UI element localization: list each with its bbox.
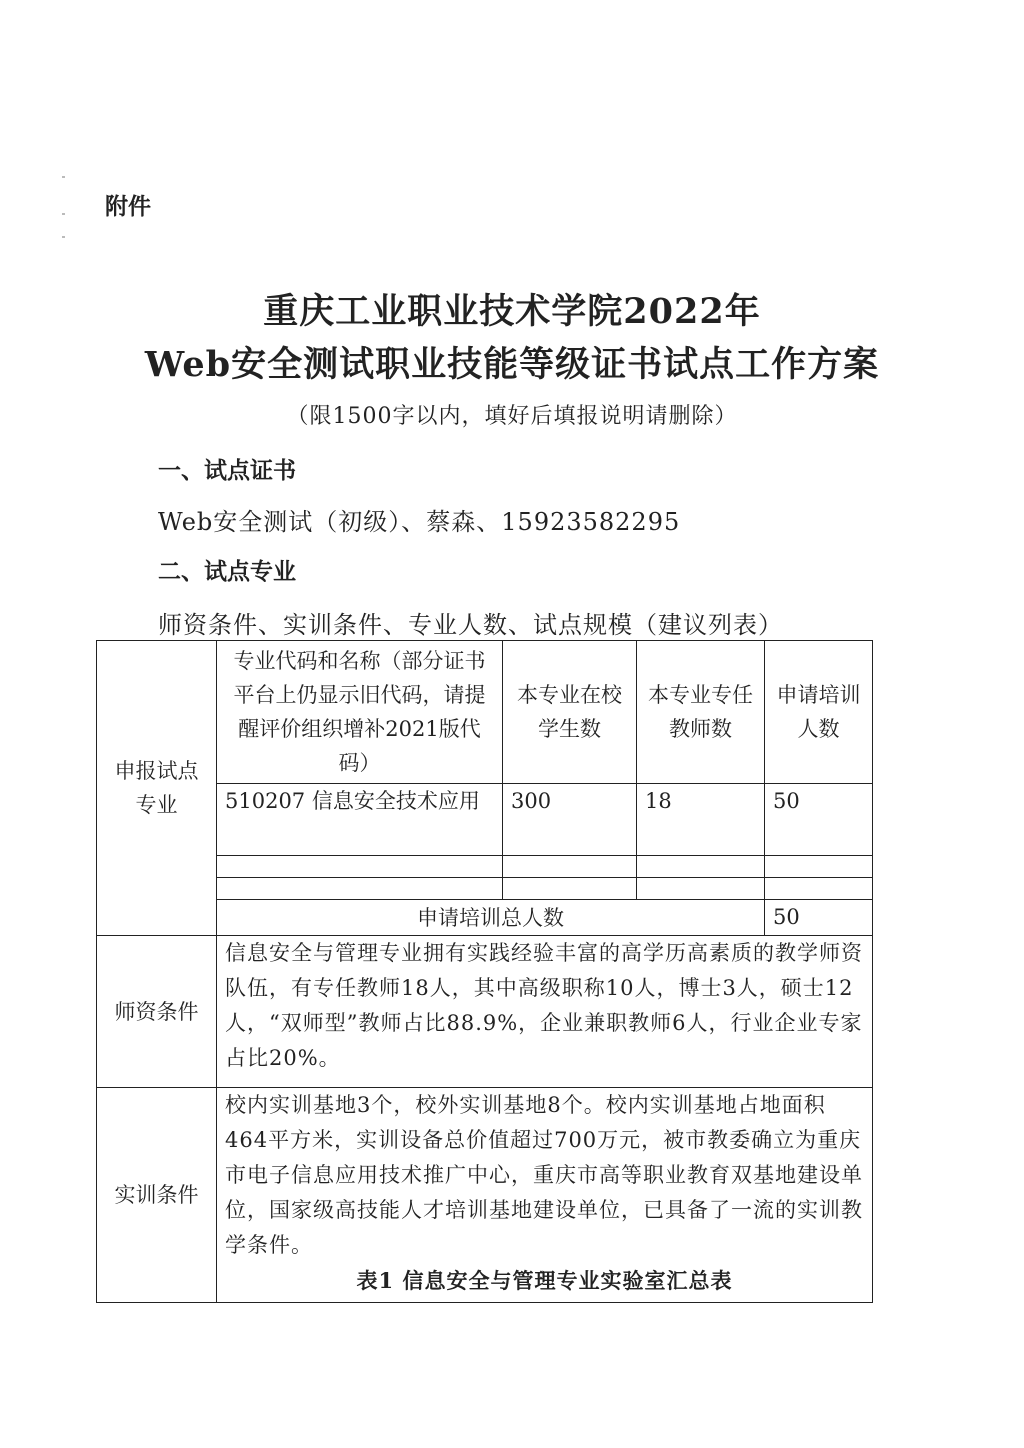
row-label-faculty: 师资条件	[97, 936, 217, 1088]
document-title-line1: 重庆工业职业技术学院2022年	[263, 291, 761, 332]
scan-mark	[62, 176, 65, 178]
row-label-major: 申报试点专业	[97, 641, 217, 936]
header-code-name: 专业代码和名称（部分证书平台上仍显示旧代码，请提醒评价组织增补2021版代码）	[217, 641, 503, 784]
training-text: 校内实训基地3个，校外实训基地8个。校内实训基地占地面积464平方米，实训设备总价值超过700万元，被市教委确立为重庆市电子信息应用技术推广中心，重庆市高等职业教育双基地建设单位，国家级高技能人才培训基地建设单位，已具备了一流的实训教学条件。	[225, 1093, 863, 1257]
cell-students: 300	[503, 784, 637, 856]
scan-mark	[62, 236, 65, 238]
faculty-text: 信息安全与管理专业拥有实践经验丰富的高学历高素质的教学师资队伍，有专任教师18人，其中高级职称10人，博士3人，硕士12人，“双师型”教师占比88.9%，企业兼职教师6人，行业企业专家占比20%。	[217, 936, 873, 1088]
cell-code-name: 510207 信息安全技术应用	[217, 784, 503, 856]
fill-instruction-note: （限1500字以内，填好后填报说明请删除）	[286, 404, 738, 429]
cell-apply: 50	[765, 784, 873, 856]
header-teachers: 本专业专任教师数	[637, 641, 765, 784]
major-intro-text: 师资条件、实训条件、专业人数、试点规模（建议列表）	[158, 611, 783, 639]
document-title-line2: Web安全测试职业技能等级证书试点工作方案	[144, 344, 880, 385]
section-heading-major: 二、试点专业	[158, 559, 296, 585]
pilot-major-table	[96, 640, 873, 1303]
certificate-text: Web安全测试（初级）、蔡森、15923582295	[158, 508, 681, 536]
row-label-training: 实训条件	[97, 1088, 217, 1303]
total-value: 50	[765, 900, 873, 936]
table-caption: 表1 信息安全与管理专业实验室汇总表	[356, 1268, 733, 1293]
training-cell	[217, 1088, 873, 1303]
header-apply: 申请培训人数	[765, 641, 873, 784]
total-label: 申请培训总人数	[217, 900, 765, 936]
section-heading-certificate: 一、试点证书	[158, 458, 296, 484]
scan-mark	[62, 213, 65, 215]
attachment-label: 附件	[105, 194, 151, 220]
cell-teachers: 18	[637, 784, 765, 856]
header-students: 本专业在校学生数	[503, 641, 637, 784]
